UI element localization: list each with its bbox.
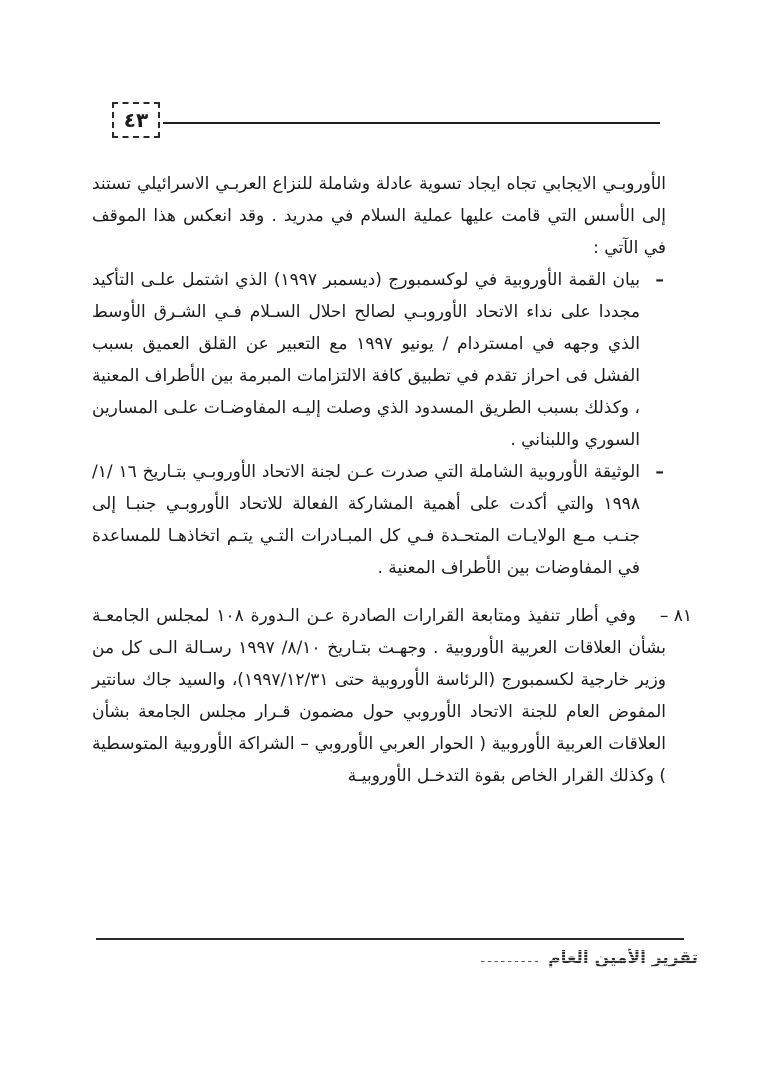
header-rule: [163, 122, 660, 124]
bullet-dash-marker: –: [655, 462, 664, 482]
numbered-paragraph-text: وفي أطار تنفيذ ومتابعة القرارات الصادرة عـن الـدورة ١٠٨ لمجلس الجامعـة بشأن العلاقات العربية الأوروبية . وجهـت بتـاريخ ٨/١٠/ ١٩٩٧ رسـالة الـى كل من وزير خارجية لكسمبورج (الرئاسة الأوروبية حتى ١٩٩٧/١٢/٣١)، والسيد جاك سانتير المفوض العام للجنة الاتحاد الأوروبي حول مضمون قـرار مجلس الجامعة بشأن العلاقات العربية الأوروبية ( الحوار العربي الأوروبي – الشراكة الأوروبية المتوسطية ) وكذلك القرار الخاص بقوة التدخـل الأوروبيـة: [92, 606, 666, 786]
body-text: [92, 168, 692, 792]
bullet-item-european-document: [92, 456, 666, 584]
bullet-text: الوثيقة الأوروبية الشاملة التي صدرت عـن لجنة الاتحاد الأوروبـي بتـاريخ ١٦ /١/ ١٩٩٨ والتي أكدت على أهمية المشاركة الفعالة للاتحاد الأوروبـي جنبـا إلى جنـب مـع الولايـات المتحـدة فـي كل المبـادرات التـي يتـم اتخاذهـا للمساعدة في المفاوضات بين الأطراف المعنية .: [92, 462, 640, 578]
bullet-item-luxembourg-summit: [92, 264, 666, 456]
footer: [481, 948, 698, 968]
bullet-text: بيان القمة الأوروبية في لوكسمبورج (ديسمبر ١٩٩٧) الذي اشتمل علـى التأكيد مجددا على نداء الاتحاد الأوروبـي لصالح احلال السـلام فـي الشـرق الأوسط الذي وجهه في امستردام / يونيو ١٩٩٧ مع التعبير عن القلق العميق بسبب الفشل فى احراز تقدم في تطبيق كافة الالتزامات المبرمة بين الأطراف المعنية ، وكذلك بسبب الطريق المسدود الذي وصلت إليـه المفاوضـات علـى المسارين السوري واللبناني .: [92, 270, 640, 450]
paragraph-number-marker: ٨١ –: [659, 606, 692, 626]
footer-decorative-dashes: ـ ـ ـ ـ ـ ـ ـ ـ ـ: [481, 951, 539, 965]
page-number: ٤٣: [123, 108, 149, 132]
footer-title: تقرير الأمين العام: [548, 948, 698, 968]
bullet-dash-marker: –: [655, 270, 664, 290]
footer-rule: [96, 938, 684, 940]
numbered-paragraph-81: [92, 600, 692, 792]
intro-paragraph: الأوروبـي الايجابي تجاه ايجاد تسوية عادلة وشاملة للنزاع العربـي الاسرائيلي تستند إلى الأسس التي قامت عليها عملية السلام في مدريد . وقد انعكس هذا الموقف في الآتي :: [92, 174, 666, 258]
page-number-box: [112, 102, 160, 138]
